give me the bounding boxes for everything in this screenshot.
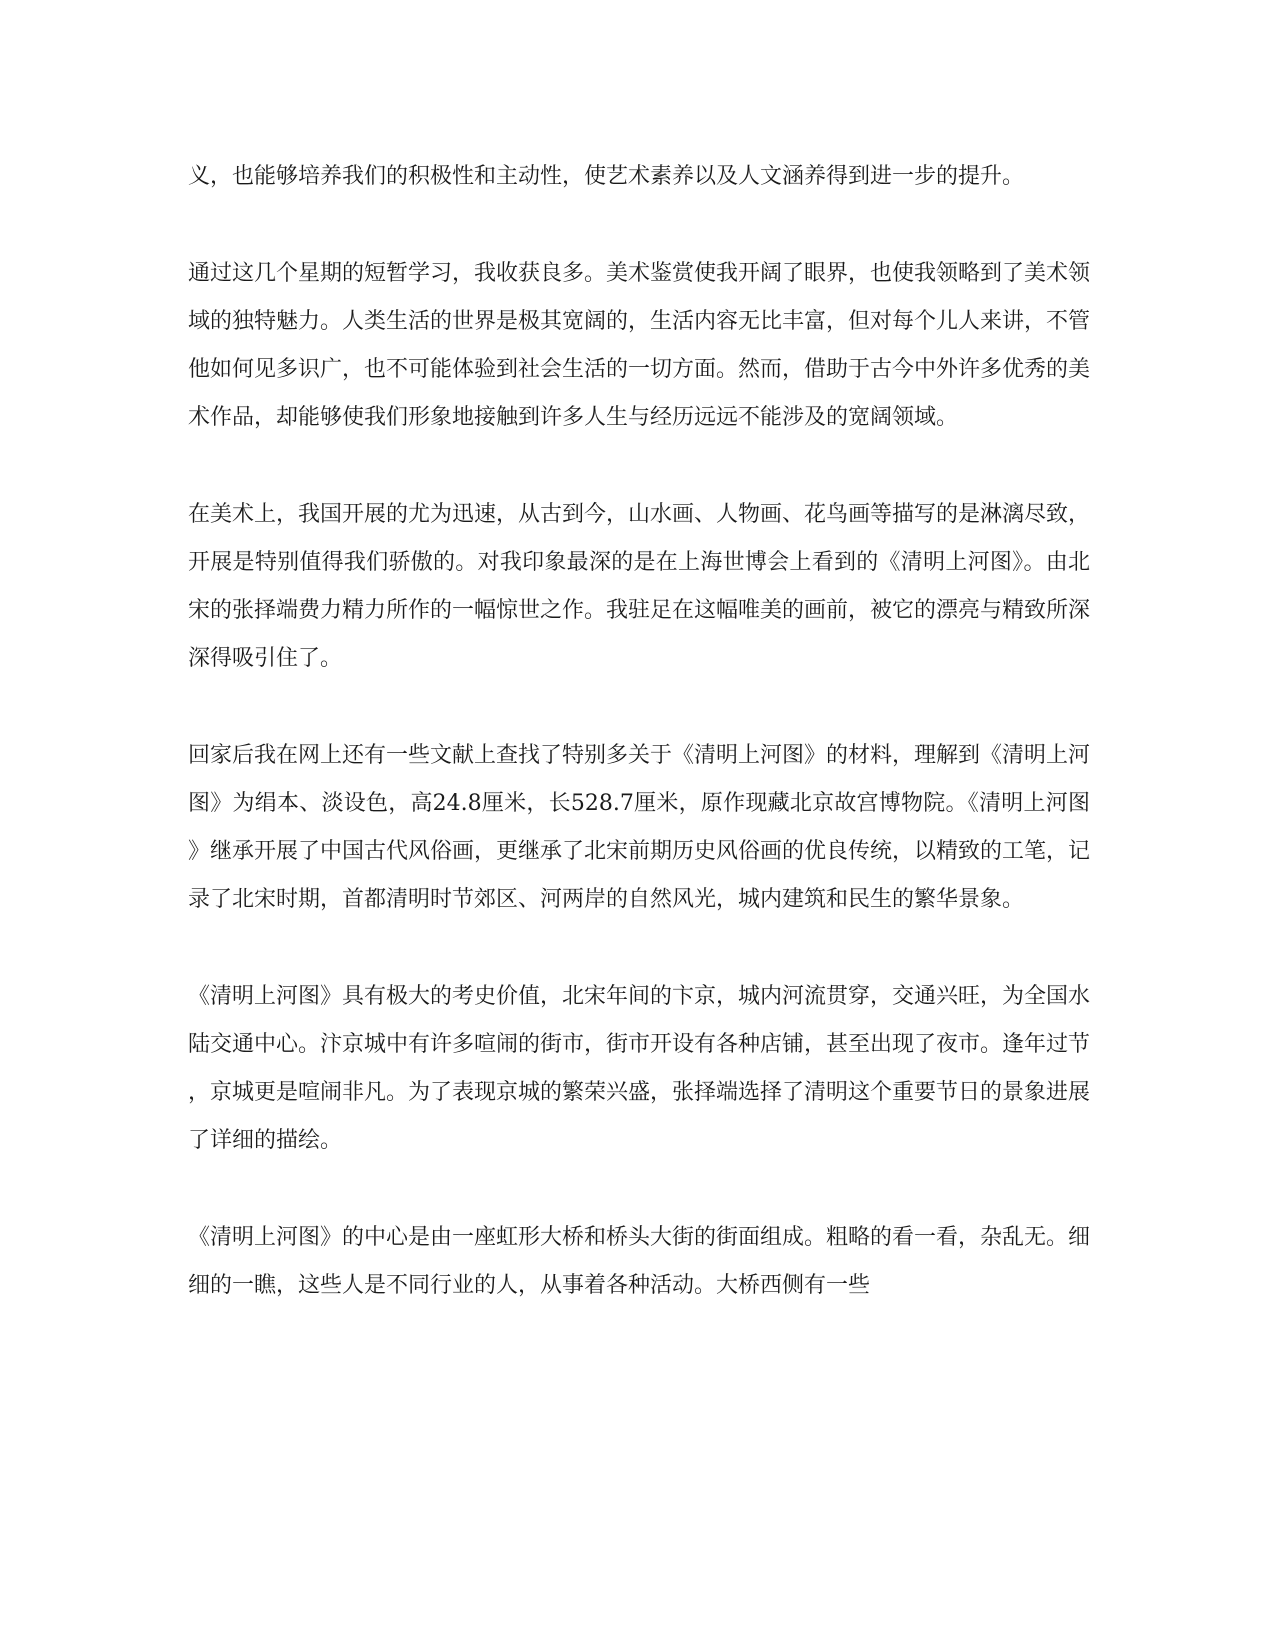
paragraph-6: 《清明上河图》的中心是由一座虹形大桥和桥头大街的街面组成。粗略的看一看，杂乱无。细细的一瞧，这些人是不同行业的人，从事着各种活动。大桥西侧有一些 bbox=[188, 1225, 1091, 1298]
paragraph-3: 在美术上，我国开展的尤为迅速，从古到今，山水画、人物画、花鸟画等描写的是淋漓尽致，开展是特别值得我们骄傲的。对我印象最深的是在上海世博会上看到的《清明上河图》。由北宋的张择端费力精力所作的一幅惊世之作。我驻足在这幅唯美的画前，被它的漂亮与精致所深深得吸引住了。 bbox=[188, 502, 1091, 671]
paragraph-5: 《清明上河图》具有极大的考史价值，北宋年间的卞京，城内河流贯穿，交通兴旺，为全国水陆交通中心。汴京城中有许多喧闹的街市，街市开设有各种店铺，甚至出现了夜市。逢年过节，京城更是喧闹非凡。为了表现京城的繁荣兴盛，张择端选择了清明这个重要节日的景象进展了详细的描绘。 bbox=[188, 984, 1091, 1153]
paragraph-2: 通过这几个星期的短暂学习，我收获良多。美术鉴赏使我开阔了眼界，也使我领略到了美术领域的独特魅力。人类生活的世界是极其宽阔的，生活内容无比丰富，但对每个儿人来讲，不管他如何见多识广，也不可能体验到社会生活的一切方面。然而，借助于古今中外许多优秀的美术作品，却能够使我们形象地接触到许多人生与经历远远不能涉及的宽阔领域。 bbox=[188, 261, 1091, 430]
paragraph-4: 回家后我在网上还有一些文献上查找了特别多关于《清明上河图》的材料，理解到《清明上河图》为绢本、淡设色，高24.8厘米，长528.7厘米，原作现藏北京故宫博物院。《清明上河图》继承开展了中国古代风俗画，更继承了北宋前期历史风俗画的优良传统，以精致的工笔，记录了北宋时期，首都清明时节郊区、河两岸的自然风光，城内建筑和民生的繁华景象。 bbox=[188, 743, 1091, 912]
paragraph-1: 义，也能够培养我们的积极性和主动性，使艺术素养以及人文涵养得到进一步的提升。 bbox=[188, 164, 1025, 189]
document-body bbox=[188, 153, 1090, 1310]
